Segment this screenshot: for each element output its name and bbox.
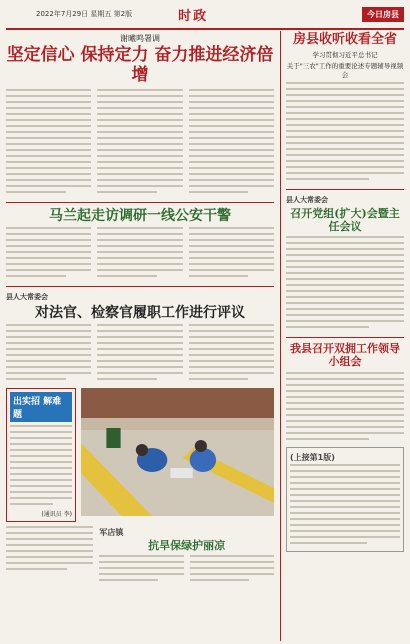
lead-col-2 (97, 89, 182, 197)
photo-side-text (10, 425, 72, 509)
story2-headline: 马兰起走访调研一线公安干警 (49, 208, 231, 225)
r1-sub2: 关于"三农"工作的重要论述专题辅导视频会 (286, 61, 404, 79)
r1-body (286, 82, 404, 184)
masthead (6, 0, 404, 30)
bottom-left-text (6, 526, 93, 574)
r4-lead: (上接第1版) (290, 452, 335, 462)
r3-headline: 我县召开双拥工作领导小组会 (290, 342, 400, 368)
section-title: 时政 (178, 8, 209, 24)
story3-col-3 (189, 324, 274, 384)
bottom-stories (6, 526, 274, 585)
story2-col-3 (189, 227, 274, 281)
newspaper-logo: 今日房县 (362, 7, 404, 22)
story2-col-1 (6, 227, 91, 281)
lead-kicker: 谢曦鸣署调 (120, 34, 160, 43)
photo-illustration (81, 388, 274, 516)
lead-body (6, 89, 274, 197)
divider (6, 286, 274, 287)
r1-sub1: 学习贯彻习近平总书记 (312, 50, 378, 59)
r3-body (286, 372, 404, 444)
story2-col-2 (97, 227, 182, 281)
story4-headline: 抗旱保绿护丽凉 (148, 539, 226, 553)
story2-body (6, 227, 274, 281)
issue-date: 2022年7月29日 星期五 第2版 (36, 10, 133, 18)
left-column (6, 31, 274, 641)
story3-section: 县人大常委会 (6, 293, 48, 302)
story3-col-2 (97, 324, 182, 384)
divider (6, 202, 274, 203)
r2-headline: 召开党组(扩大)会暨主任会议 (290, 206, 400, 233)
photo-sidebar (6, 388, 76, 522)
r4-box (286, 447, 404, 552)
lead-headline: 坚定信心 保持定力 奋力推进经济倍增 (6, 45, 274, 85)
story3-body (6, 324, 274, 384)
r4-body (290, 464, 400, 548)
story4-body (99, 555, 274, 585)
r2-section: 县人大常委会 (286, 195, 328, 204)
divider (286, 189, 404, 190)
divider (286, 337, 404, 338)
story4-col-1 (99, 555, 183, 585)
photo-tag: 出实招 解难题 (10, 392, 72, 422)
story4-col-2 (190, 555, 274, 585)
bottom-right-story (99, 526, 274, 585)
photo-credit: (通讯员 李) (41, 511, 72, 519)
story3-col-1 (6, 324, 91, 384)
lead-col-1 (6, 89, 91, 197)
right-column (280, 31, 404, 641)
news-photo (81, 388, 274, 516)
story4-section: 军店镇 (99, 528, 124, 538)
r2-body (286, 236, 404, 332)
story3-headline: 对法官、检察官履职工作进行评议 (35, 305, 245, 322)
photo-story (6, 388, 274, 522)
r1-headline: 房县收听收看全省 (292, 32, 397, 47)
lead-col-3 (189, 89, 274, 197)
bottom-left-story (6, 526, 93, 585)
